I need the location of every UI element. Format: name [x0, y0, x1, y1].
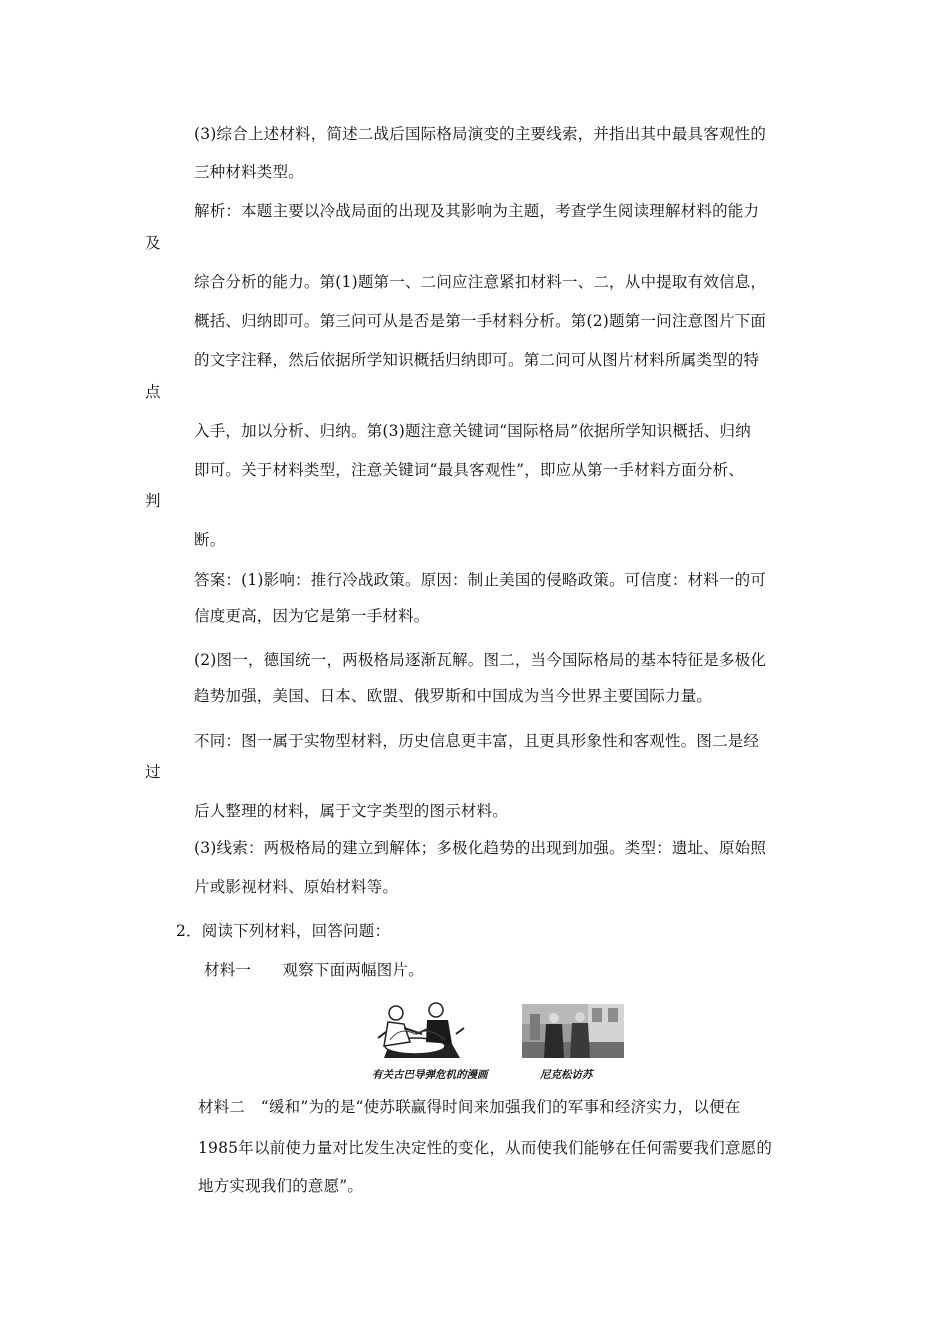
text-line: 点: [145, 383, 161, 401]
text-line: 解析：本题主要以冷战局面的出现及其影响为主题，考查学生阅读理解材料的能力: [194, 202, 760, 220]
text-line: 判: [145, 492, 161, 510]
figure-caption-photo: 尼克松访苏: [540, 1069, 593, 1081]
text-line: 片或影视材料、原始材料等。: [194, 878, 399, 896]
figure-caption-cartoon: 有关古巴导弹危机的漫画: [372, 1069, 488, 1081]
cartoon-image: [370, 998, 470, 1058]
text-line: 后人整理的材料，属于文字类型的图示材料。: [194, 802, 509, 820]
text-line: 及: [145, 234, 161, 252]
text-line: 1985年以前使力量对比发生决定性的变化，从而使我们能够在任何需要我们意愿的: [198, 1139, 773, 1157]
text-line: 综合分析的能力。第(1)题第一、二问应注意紧扣材料一、二，从中提取有效信息，: [194, 273, 767, 291]
text-line: 断。: [194, 531, 226, 549]
photo-figure: [522, 1004, 624, 1058]
question-heading: 2．阅读下列材料，回答问题：: [176, 922, 391, 940]
text-line: 趋势加强，美国、日本、欧盟、俄罗斯和中国成为当今世界主要国际力量。: [194, 687, 713, 705]
text-line: 答案：(1)影响：推行冷战政策。原因：制止美国的侵略政策。可信度：材料一的可: [194, 571, 767, 589]
text-line: (2)图一，德国统一，两极格局逐渐瓦解。图二，当今国际格局的基本特征是多极化: [194, 651, 767, 669]
nixon-photo: [522, 1004, 624, 1058]
text-line: 入手，加以分析、归纳。第(3)题注意关键词“国际格局”依据所学知识概括、归纳: [194, 422, 751, 440]
text-line: (3)线索：两极格局的建立到解体；多极化趋势的出现到加强。类型：遗址、原始照: [194, 839, 767, 857]
text-line: 不同：图一属于实物型材料，历史信息更丰富，且更具形象性和客观性。图二是经: [194, 732, 760, 750]
text-line: 三种材料类型。: [194, 163, 304, 181]
material-heading: 材料一 观察下面两幅图片。: [204, 961, 424, 979]
text-line: (3)综合上述材料，简述二战后国际格局演变的主要线索，并指出其中最具客观性的: [194, 125, 767, 143]
text-line: 即可。关于材料类型，注意关键词“最具客观性”，即应从第一手材料方面分析、: [194, 461, 745, 479]
text-line: 材料二 “缓和”为的是“使苏联赢得时间来加强我们的军事和经济实力，以便在: [198, 1098, 741, 1116]
text-line: 地方实现我们的意愿”。: [198, 1177, 364, 1195]
text-line: 的文字注释，然后依据所学知识概括归纳即可。第二问可从图片材料所属类型的特: [194, 351, 760, 369]
text-line: 过: [145, 763, 161, 781]
text-line: 概括、归纳即可。第三问可从是否是第一手材料分析。第(2)题第一问注意图片下面: [194, 312, 767, 330]
cartoon-figure: [370, 1004, 470, 1058]
text-line: 信度更高，因为它是第一手材料。: [194, 607, 430, 625]
